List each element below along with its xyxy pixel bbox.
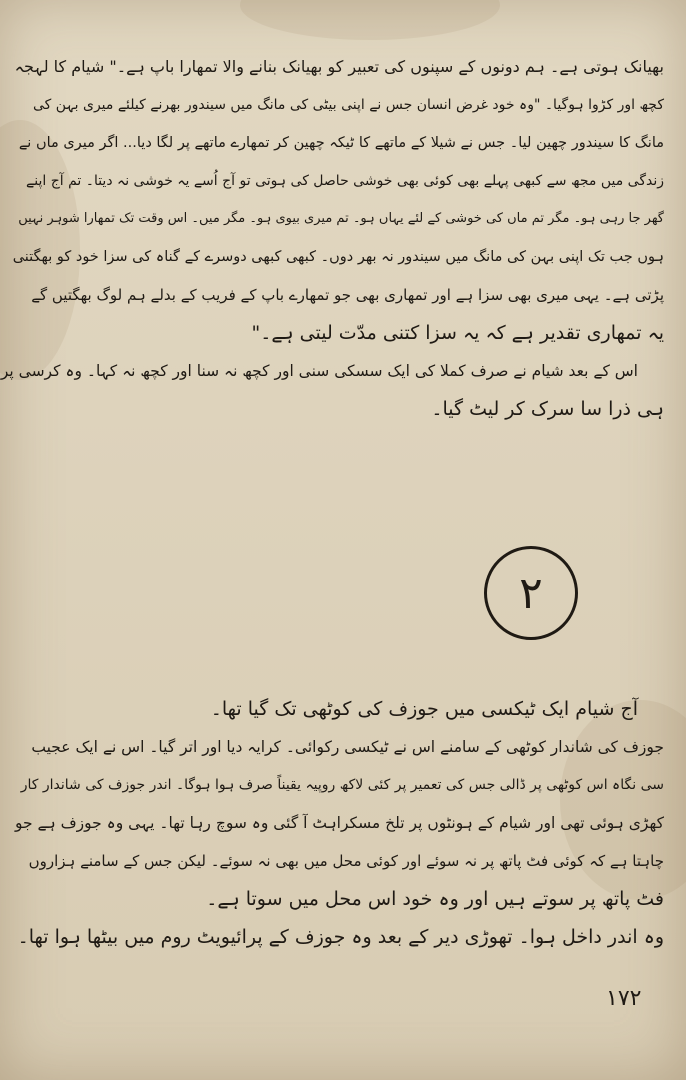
text-line: چاہتا ہے کہ کوئی فٹ پاتھ پر نہ سوئے اور کوئی محل میں بھی نہ سوئے۔ لیکن جس کے سامنے ہزاروں [28,852,664,870]
text-line: بھیانک ہوتی ہے۔ ہم دونوں کے سپنوں کی تعبیر کو بھیانک بنانے والا تمھارا باپ ہے۔" شیام کا لہجہ [14,57,664,76]
text-line: کھڑی ہوئی تھی اور شیام کے ہونٹوں پر تلخ مسکراہٹ آ گئی وہ سوچ رہا تھا۔ یہی وہ جوزف ہے جو [15,814,664,832]
paper-stain [240,0,500,40]
text-line: ہوں جب تک اپنی بہن کی مانگ میں سیندور نہ بھر دوں۔ کبھی کبھی دوسرے کے گناہ کی سزا خود کو بھگتنی [12,249,664,265]
text-line: اس کے بعد شیام نے صرف کملا کی ایک سسکی سنی اور کچھ نہ سنا اور کچھ نہ کہا۔ وہ کرسی پر [0,362,638,380]
text-line: سی نگاہ اس کوٹھی پر ڈالی جس کی تعمیر پر کئی لاکھ روپیہ یقیناً صرف ہوا ہوگا۔ اندر جوزف کی شاندار کار [20,777,664,793]
text-line: زندگی میں مجھ سے کبھی پہلے بھی کوئی بھی خوشی حاصل کی ہوتی تو آج اُسے یہ خوشی نہ دیتا۔ تم آج اپنے [26,173,664,189]
text-line: کچھ اور کڑوا ہوگیا۔ "وہ خود غرض انسان جس نے اپنی بیٹی کی مانگ میں سیندور بھرنے کیلئے میری بہن کی [33,97,664,113]
text-line: مانگ کا سیندور چھین لیا۔ جس نے شیلا کے ماتھے کا ٹیکہ چھین کر تمھارے ماتھے پر لگا دیا... اگر میری ماں نے [18,135,664,151]
text-line: وہ اندر داخل ہوا۔ تھوڑی دیر کے بعد وہ جوزف کے پرائیویٹ روم میں بیٹھا ہوا تھا۔ [17,926,664,948]
text-line: فٹ پاتھ پر سوتے ہیں اور وہ خود اس محل میں سوتا ہے۔ [206,888,664,910]
chapter-number: ۲ [484,546,578,640]
text-line: ہی ذرا سا سرک کر لیٹ گیا۔ [431,398,664,420]
text-line: آج شیام ایک ٹیکسی میں جوزف کی کوٹھی تک گیا تھا۔ [210,698,638,720]
text-line: پڑتی ہے۔ یہی میری بھی سزا ہے اور تمھاری بھی جو تمھارے باپ کے فریب کے بدلے ہم لوگ بھگتیں گے [31,286,664,304]
page-number: ۱۷۲ [606,986,642,1011]
text-line: جوزف کی شاندار کوٹھی کے سامنے اس نے ٹیکسی رکوائی۔ کرایہ دیا اور اتر گیا۔ اس نے ایک عجیب [31,738,664,756]
text-line: یہ تمھاری تقدیر ہے کہ یہ سزا کتنی مدّت لیتی ہے۔" [251,322,664,344]
text-line: گھر جا رہی ہو۔ مگر تم ماں کی خوشی کے لئے یہاں ہو۔ تم میری بیوی ہو۔ مگر میں۔ اس وقت تک تمھارا شوہر نہیں [18,211,664,226]
